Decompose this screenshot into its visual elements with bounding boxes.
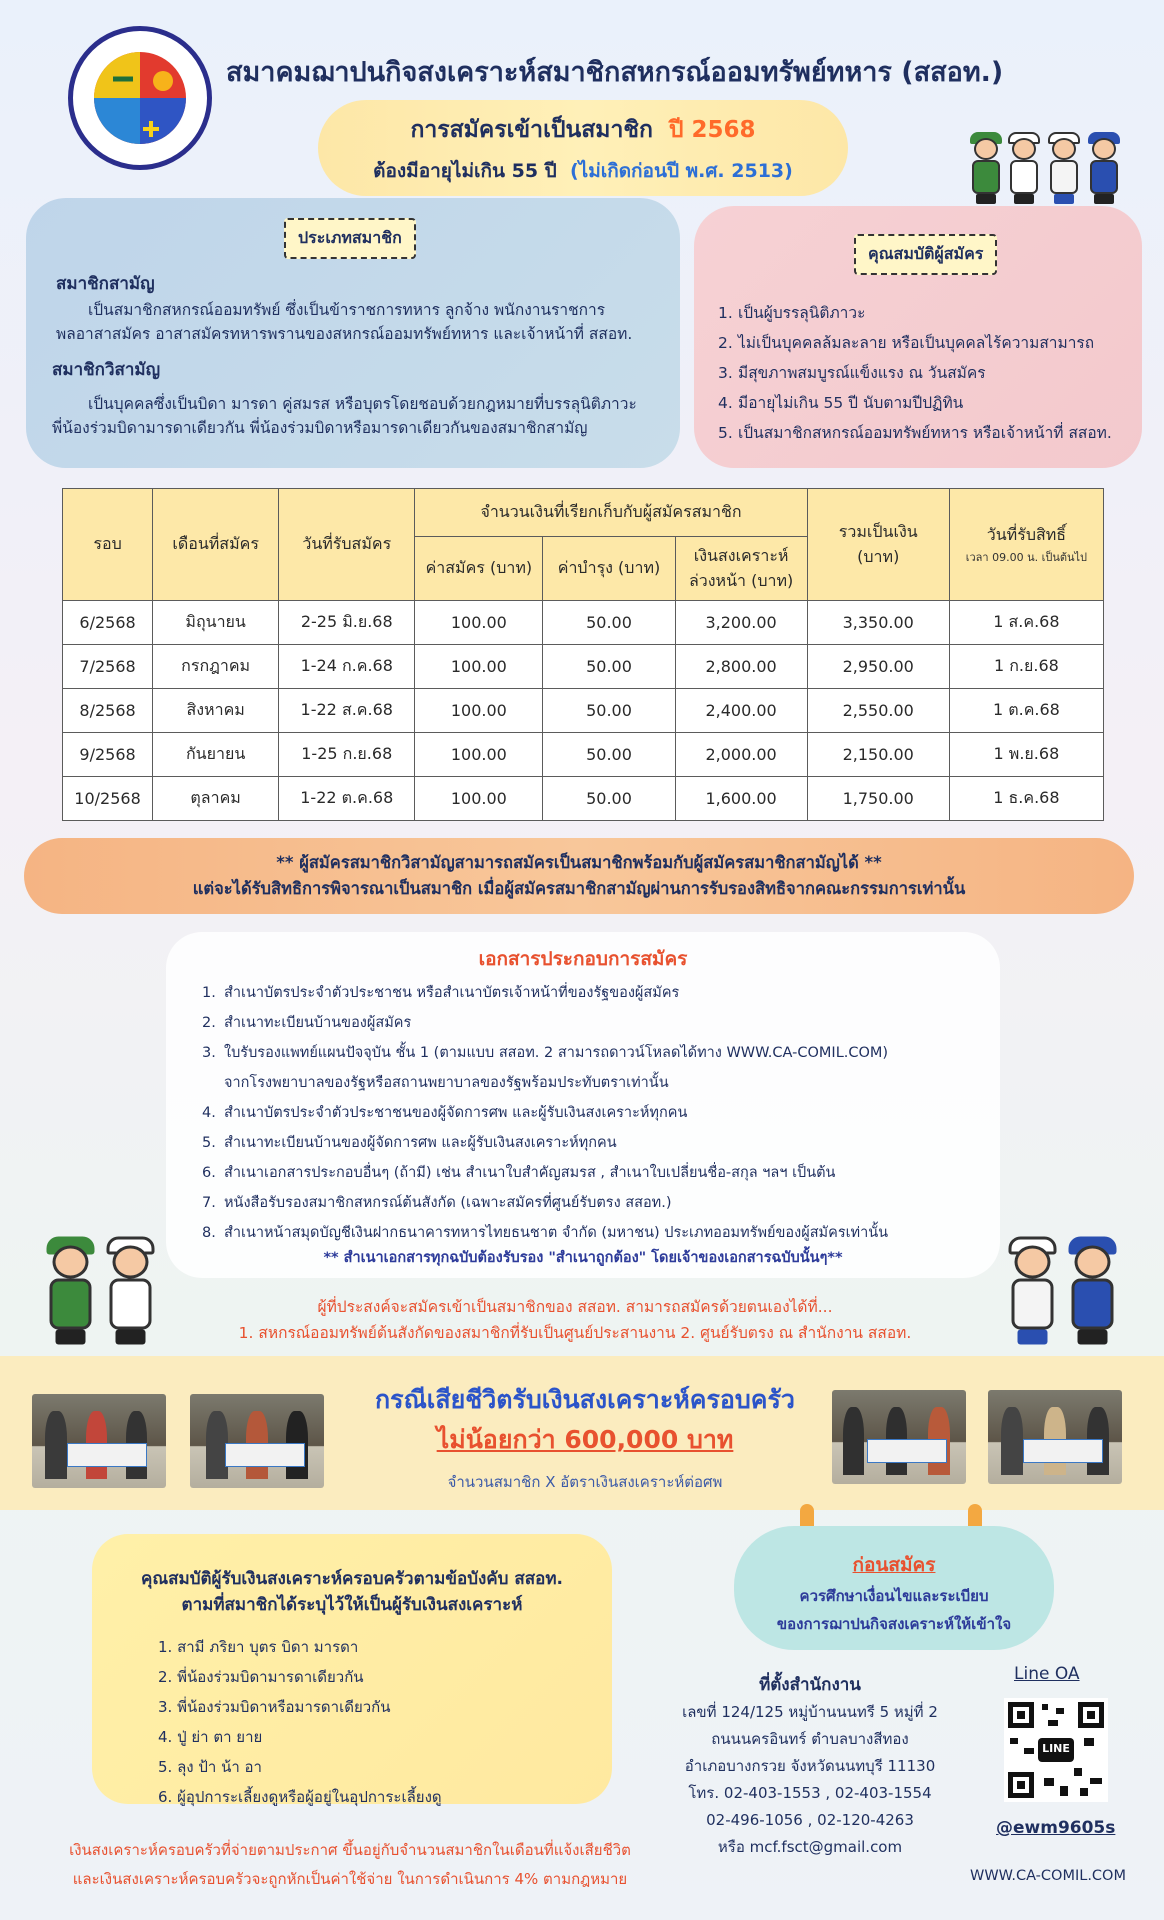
cell-round: 10/2568	[63, 777, 153, 821]
registration-banner	[318, 100, 848, 196]
cell-advance: 2,000.00	[675, 733, 807, 777]
cell-month: มิถุนายน	[153, 601, 279, 645]
documents-panel	[166, 932, 1000, 1278]
documents-footer: ** สำเนาเอกสารทุกฉบับต้องรับรอง "สำเนาถูกต้อง" โดยเจ้าของเอกสารฉบับนั้นๆ**	[323, 1250, 843, 1266]
office-title: ที่ตั้งสำนักงาน	[759, 1675, 861, 1695]
army-mascot-icon	[968, 138, 1002, 204]
cell-rights: 1 ส.ค.68	[949, 601, 1103, 645]
col-rights: วันที่รับสิทธิ์ เวลา 09.00 น. เป็นต้นไป	[949, 489, 1103, 601]
cell-date: 1-22 ส.ค.68	[279, 689, 415, 733]
cell-rights: 1 พ.ย.68	[949, 733, 1103, 777]
qualification-item: 3. มีสุขภาพสมบูรณ์แข็งแรง ณ วันสมัคร	[718, 364, 986, 382]
cell-advance: 2,400.00	[675, 689, 807, 733]
navy-white-mascot-icon	[1046, 138, 1080, 204]
line-oa-label: Line OA	[1014, 1664, 1080, 1684]
before-apply-text: ควรศึกษาเงื่อนไขและระเบียบ ของการฌาปนกิจสงเคราะห์ให้เข้าใจ	[776, 1587, 1012, 1633]
cell-month: ตุลาคม	[153, 777, 279, 821]
document-item: 1. สำเนาบัตรประจำตัวประชาชน หรือสำเนาบัตรเจ้าหน้าที่ของรัฐของผู้สมัคร	[202, 985, 680, 1001]
army-mascot-left-icon	[44, 1246, 95, 1345]
cell-total: 2,550.00	[807, 689, 949, 733]
col-advance: เงินสงเคราะห์ ล่วงหน้า (บาท)	[675, 537, 807, 601]
qualification-item: 4. มีอายุไม่เกิน 55 ปี นับตามปีปฏิทิน	[718, 394, 964, 412]
office-line: หรือ mcf.fsct@gmail.com	[717, 1838, 903, 1856]
member-types-tag: ประเภทสมาชิก	[284, 218, 416, 259]
col-maint: ค่าบำรุง (บาท)	[543, 537, 675, 601]
extra-member-title: สมาชิกวิสามัญ	[52, 360, 161, 380]
cell-total: 2,150.00	[807, 733, 949, 777]
fee-schedule-table	[62, 488, 1104, 821]
qualifications-list	[718, 298, 1112, 448]
document-item: 5. สำเนาทะเบียนบ้านของผู้จัดการศพ และผู้รับเงินสงเคราะห์ทุกคน	[202, 1135, 617, 1151]
documents-list	[202, 978, 888, 1248]
cell-rights: 1 ก.ย.68	[949, 645, 1103, 689]
cell-month: กันยายน	[153, 733, 279, 777]
cell-fee: 100.00	[415, 777, 543, 821]
apply-line1: ผู้ที่ประสงค์จะสมัครเข้าเป็นสมาชิกของ สสอท. สามารถสมัครด้วยตนเองได้ที่...	[317, 1298, 833, 1316]
office-line: โทร. 02-403-1553 , 02-403-1554	[688, 1784, 932, 1802]
regular-member-line1: เป็นสมาชิกสหกรณ์ออมทรัพย์ ซึ่งเป็นข้าราชการทหาร ลูกจ้าง พนักงานราชการ	[88, 301, 606, 319]
document-item: 8. สำเนาหน้าสมุดบัญชีเงินฝากธนาคารทหารไทยธนชาต จำกัด (มหาชน) ประเภทออมทรัพย์ของผู้สมัครเท่านั้น	[202, 1225, 889, 1241]
airforce-mascot-icon	[1086, 138, 1120, 204]
registration-title: การสมัครเข้าเป็นสมาชิก ปี 2568	[410, 117, 756, 143]
table-row	[63, 733, 1104, 777]
cell-fee: 100.00	[415, 689, 543, 733]
benefit-amount: ไม่น้อยกว่า 600,000 บาท	[436, 1425, 734, 1454]
benefit-title: กรณีเสียชีวิตรับเงินสงเคราะห์ครอบครัว	[375, 1385, 795, 1414]
qualification-item: 5. เป็นสมาชิกสหกรณ์ออมทรัพย์ทหาร หรือเจ้าหน้าที่ สสอท.	[718, 424, 1112, 442]
office-line: 02-496-1056 , 02-120-4263	[706, 1811, 914, 1829]
benefit-formula: จำนวนสมาชิก X อัตราเงินสงเคราะห์ต่อศพ	[447, 1473, 723, 1491]
note-line2: แต่จะได้รับสิทธิการพิจารณาเป็นสมาชิก เมื่อผู้สมัครสมาชิกสามัญผ่านการรับรองสิทธิจากคณะกรรมการเท่านั้น	[192, 879, 966, 898]
document-item: จากโรงพยาบาลของรัฐหรือสถานพยาบาลของรัฐพร้อมประทับตราเท่านั้น	[224, 1075, 669, 1091]
cell-maint: 50.00	[543, 645, 675, 689]
ceremony-photo-4	[988, 1390, 1122, 1484]
cell-round: 8/2568	[63, 689, 153, 733]
cell-date: 1-24 ก.ค.68	[279, 645, 415, 689]
qualification-item: 2. ไม่เป็นบุคคลล้มละลาย หรือเป็นบุคคลไร้ความสามารถ	[718, 334, 1095, 352]
table-row	[63, 645, 1104, 689]
age-requirement-note: (ไม่เกิดก่อนปี พ.ศ. 2513)	[569, 160, 793, 182]
beneficiary-title: คุณสมบัติผู้รับเงินสงเคราะห์ครอบครัวตามข้อบังคับ สสอท. ตามที่สมาชิกได้ระบุไว้ให้เป็นผู้รับเงินสงเคราะห์	[140, 1569, 564, 1615]
cell-maint: 50.00	[543, 689, 675, 733]
office-lines	[660, 1699, 960, 1861]
age-requirement: ต้องมีอายุไม่เกิน 55 ปี (ไม่เกิดก่อนปี พ.ศ. 2513)	[373, 160, 793, 182]
before-apply-title: ก่อนสมัคร	[852, 1554, 936, 1576]
table-row	[63, 689, 1104, 733]
col-month: เดือนที่สมัคร	[153, 489, 279, 601]
beneficiary-item: 3. พี่น้องร่วมบิดาหรือมารดาเดียวกัน	[158, 1698, 391, 1716]
cell-round: 6/2568	[63, 601, 153, 645]
cell-total: 1,750.00	[807, 777, 949, 821]
document-item: 7. หนังสือรับรองสมาชิกสหกรณ์ต้นสังกัด (เฉพาะสมัครที่ศูนย์รับตรง สสอท.)	[202, 1195, 672, 1211]
cell-date: 2-25 มิ.ย.68	[279, 601, 415, 645]
website-link[interactable]: WWW.CA-COMIL.COM	[970, 1868, 1126, 1884]
line-qr-code[interactable]	[1004, 1698, 1108, 1802]
navy-mascot-right-icon	[1006, 1246, 1057, 1345]
qualifications-tag: คุณสมบัติผู้สมัคร	[854, 234, 997, 275]
col-date: วันที่รับสมัคร	[279, 489, 415, 601]
apply-line2: 1. สหกรณ์ออมทรัพย์ต้นสังกัดของสมาชิกที่รับเป็นศูนย์ประสานงาน 2. ศูนย์รับตรง ณ สำนักงาน สสอท.	[238, 1324, 912, 1342]
beneficiary-item: 4. ปู่ ย่า ตา ยาย	[158, 1728, 263, 1746]
navy-mascot-icon	[1006, 138, 1040, 204]
apply-locations	[150, 1294, 1000, 1346]
qualification-item: 1. เป็นผู้บรรลุนิติภาวะ	[718, 304, 866, 322]
logo-emblem-icon	[73, 31, 207, 165]
document-item: 3. ใบรับรองแพทย์แผนปัจจุบัน ชั้น 1 (ตามแบบ สสอท. 2 สามารถดาวน์โหลดได้ทาง WWW.CA-COMIL.COM)	[202, 1045, 889, 1061]
note-line1: ** ผู้สมัครสมาชิกวิสามัญสามารถสมัครเป็นสมาชิกพร้อมกับผู้สมัครสมาชิกสามัญได้ **	[276, 853, 882, 872]
cell-fee: 100.00	[415, 645, 543, 689]
cell-round: 7/2568	[63, 645, 153, 689]
cell-fee: 100.00	[415, 601, 543, 645]
member-types-panel	[26, 198, 680, 468]
association-logo	[68, 26, 212, 170]
cell-maint: 50.00	[543, 733, 675, 777]
org-title: สมาคมฌาปนกิจสงเคราะห์สมาชิกสหกรณ์ออมทรัพย์ทหาร (สสอท.)	[226, 57, 1004, 88]
navy-mascot-left-icon	[104, 1246, 155, 1345]
cell-total: 3,350.00	[807, 601, 949, 645]
extra-member-line1: เป็นบุคคลซึ่งเป็นบิดา มารดา คู่สมรส หรือบุตรโดยชอบด้วยกฎหมายที่บรรลุนิติภาวะ	[88, 395, 637, 413]
document-item: 4. สำเนาบัตรประจำตัวประชาชนของผู้จัดการศพ และผู้รับเงินสงเคราะห์ทุกคน	[202, 1105, 688, 1121]
office-line: เลขที่ 124/125 หมู่บ้านนนทรี 5 หมู่ที่ 2	[682, 1703, 938, 1721]
benefit-band	[0, 1356, 1164, 1510]
beneficiary-item: 5. ลุง ป้า น้า อา	[158, 1758, 262, 1776]
cell-maint: 50.00	[543, 777, 675, 821]
note-banner	[24, 838, 1134, 914]
ceremony-photo-3	[832, 1390, 966, 1484]
beneficiary-item: 2. พี่น้องร่วมบิดามารดาเดียวกัน	[158, 1668, 364, 1686]
cell-date: 1-22 ต.ค.68	[279, 777, 415, 821]
footer-note-line1: เงินสงเคราะห์ครอบครัวที่จ่ายตามประกาศ ขึ้นอยู่กับจำนวนสมาชิกในเดือนที่แจ้งเสียชีวิต	[69, 1841, 631, 1859]
ceremony-photo-1	[32, 1394, 166, 1488]
regular-member-title: สมาชิกสามัญ	[56, 274, 155, 294]
cell-advance: 2,800.00	[675, 645, 807, 689]
before-apply-panel	[734, 1526, 1054, 1650]
office-line: อำเภอบางกรวย จังหวัดนนทบุรี 11130	[684, 1757, 936, 1775]
beneficiary-list	[158, 1632, 442, 1812]
cell-rights: 1 ต.ค.68	[949, 689, 1103, 733]
cell-month: สิงหาคม	[153, 689, 279, 733]
cell-round: 9/2568	[63, 733, 153, 777]
col-fee: ค่าสมัคร (บาท)	[415, 537, 543, 601]
regular-member-line2: พลอาสาสมัคร อาสาสมัครทหารพรานของสหกรณ์ออมทรัพย์ทหาร และเจ้าหน้าที่ สสอท.	[56, 325, 633, 343]
col-round: รอบ	[63, 489, 153, 601]
ceremony-photo-2	[190, 1394, 324, 1488]
cell-advance: 1,600.00	[675, 777, 807, 821]
documents-title: เอกสารประกอบการสมัคร	[478, 948, 688, 970]
beneficiary-item: 6. ผู้อุปการะเลี้ยงดูหรือผู้อยู่ในอุปการะเลี้ยงดู	[158, 1788, 442, 1806]
cell-total: 2,950.00	[807, 645, 949, 689]
office-line: ถนนนครอินทร์ ตำบลบางสีทอง	[711, 1730, 909, 1748]
footer-note	[40, 1836, 660, 1894]
airforce-mascot-right-icon	[1066, 1246, 1117, 1345]
cell-rights: 1 ธ.ค.68	[949, 777, 1103, 821]
qr-line-label: LINE	[1042, 1742, 1070, 1755]
beneficiary-item: 1. สามี ภริยา บุตร บิดา มารดา	[158, 1638, 359, 1656]
cell-date: 1-25 ก.ย.68	[279, 733, 415, 777]
cell-advance: 3,200.00	[675, 601, 807, 645]
office-address	[660, 1672, 960, 1861]
line-id[interactable]: @ewm9605s	[996, 1818, 1116, 1838]
beneficiary-panel	[92, 1534, 612, 1804]
cell-maint: 50.00	[543, 601, 675, 645]
document-item: 6. สำเนาเอกสารประกอบอื่นๆ (ถ้ามี) เช่น สำเนาใบสำคัญสมรส , สำเนาใบเปลี่ยนชื่อ-สกุล ฯลฯ เป็นต้น	[202, 1165, 836, 1181]
footer-note-line2: และเงินสงเคราะห์ครอบครัวจะถูกหักเป็นค่าใช้จ่าย ในการดำเนินการ 4% ตามกฎหมาย	[72, 1870, 628, 1888]
cell-fee: 100.00	[415, 733, 543, 777]
qualifications-panel	[694, 206, 1142, 468]
table-row	[63, 777, 1104, 821]
document-item: 2. สำเนาทะเบียนบ้านของผู้สมัคร	[202, 1015, 412, 1031]
col-amount-group: จำนวนเงินที่เรียกเก็บกับผู้สมัครสมาชิก	[415, 489, 807, 537]
registration-year: ปี 2568	[668, 117, 756, 143]
extra-member-line2: พี่น้องร่วมบิดามารดาเดียวกัน พี่น้องร่วมบิดาหรือมารดาเดียวกันของสมาชิกสามัญ	[52, 419, 588, 437]
table-row	[63, 601, 1104, 645]
cell-month: กรกฎาคม	[153, 645, 279, 689]
col-total: รวมเป็นเงิน (บาท)	[807, 489, 949, 601]
